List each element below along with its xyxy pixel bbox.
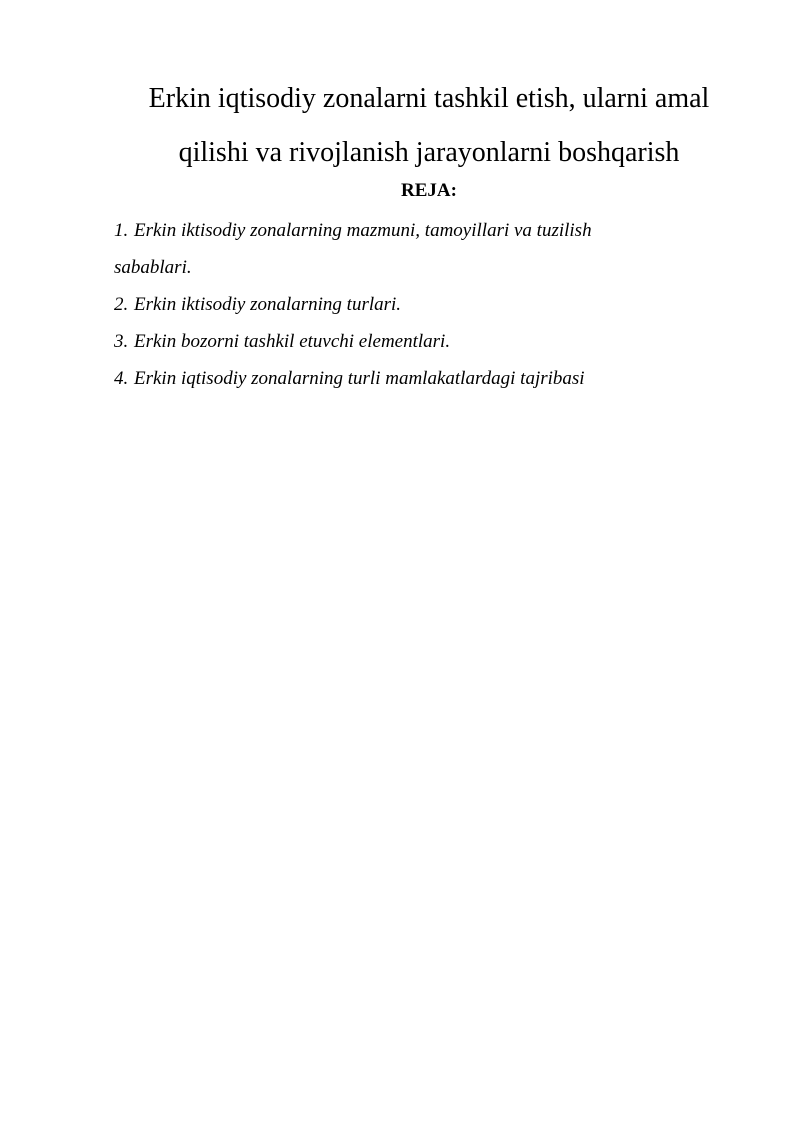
plan-item-text: Erkin bozorni tashkil etuvchi elementlari. xyxy=(134,331,451,352)
plan-item-number: 2. xyxy=(114,294,129,315)
title-line-2: qilishi va rivojlanish jarayonlarni boshqarish xyxy=(178,137,680,168)
plan-list xyxy=(114,212,674,397)
plan-item-text: Erkin iktisodiy zonalarning turlari. xyxy=(134,294,402,315)
plan-item-text-line-1: Erkin iktisodiy zonalarning mazmuni, tamoyillari va tuzilish xyxy=(134,220,592,241)
plan-item-text-line-2: sabablari. xyxy=(114,257,192,278)
plan-heading: REJA: xyxy=(401,180,457,201)
plan-item-number: 4. xyxy=(114,368,129,389)
document-title xyxy=(118,72,740,180)
plan-item-2 xyxy=(114,286,674,323)
plan-item-number: 3. xyxy=(114,331,129,352)
plan-item-text xyxy=(114,212,674,286)
plan-item-text: Erkin iqtisodiy zonalarning turli mamlakatlardagi tajribasi xyxy=(134,368,585,389)
plan-item-4 xyxy=(114,360,674,397)
plan-item-1 xyxy=(114,212,674,286)
plan-item-3 xyxy=(114,323,674,360)
title-line-1: Erkin iqtisodiy zonalarni tashkil etish, ularni amal xyxy=(148,83,710,114)
plan-item-number: 1. xyxy=(114,220,129,241)
